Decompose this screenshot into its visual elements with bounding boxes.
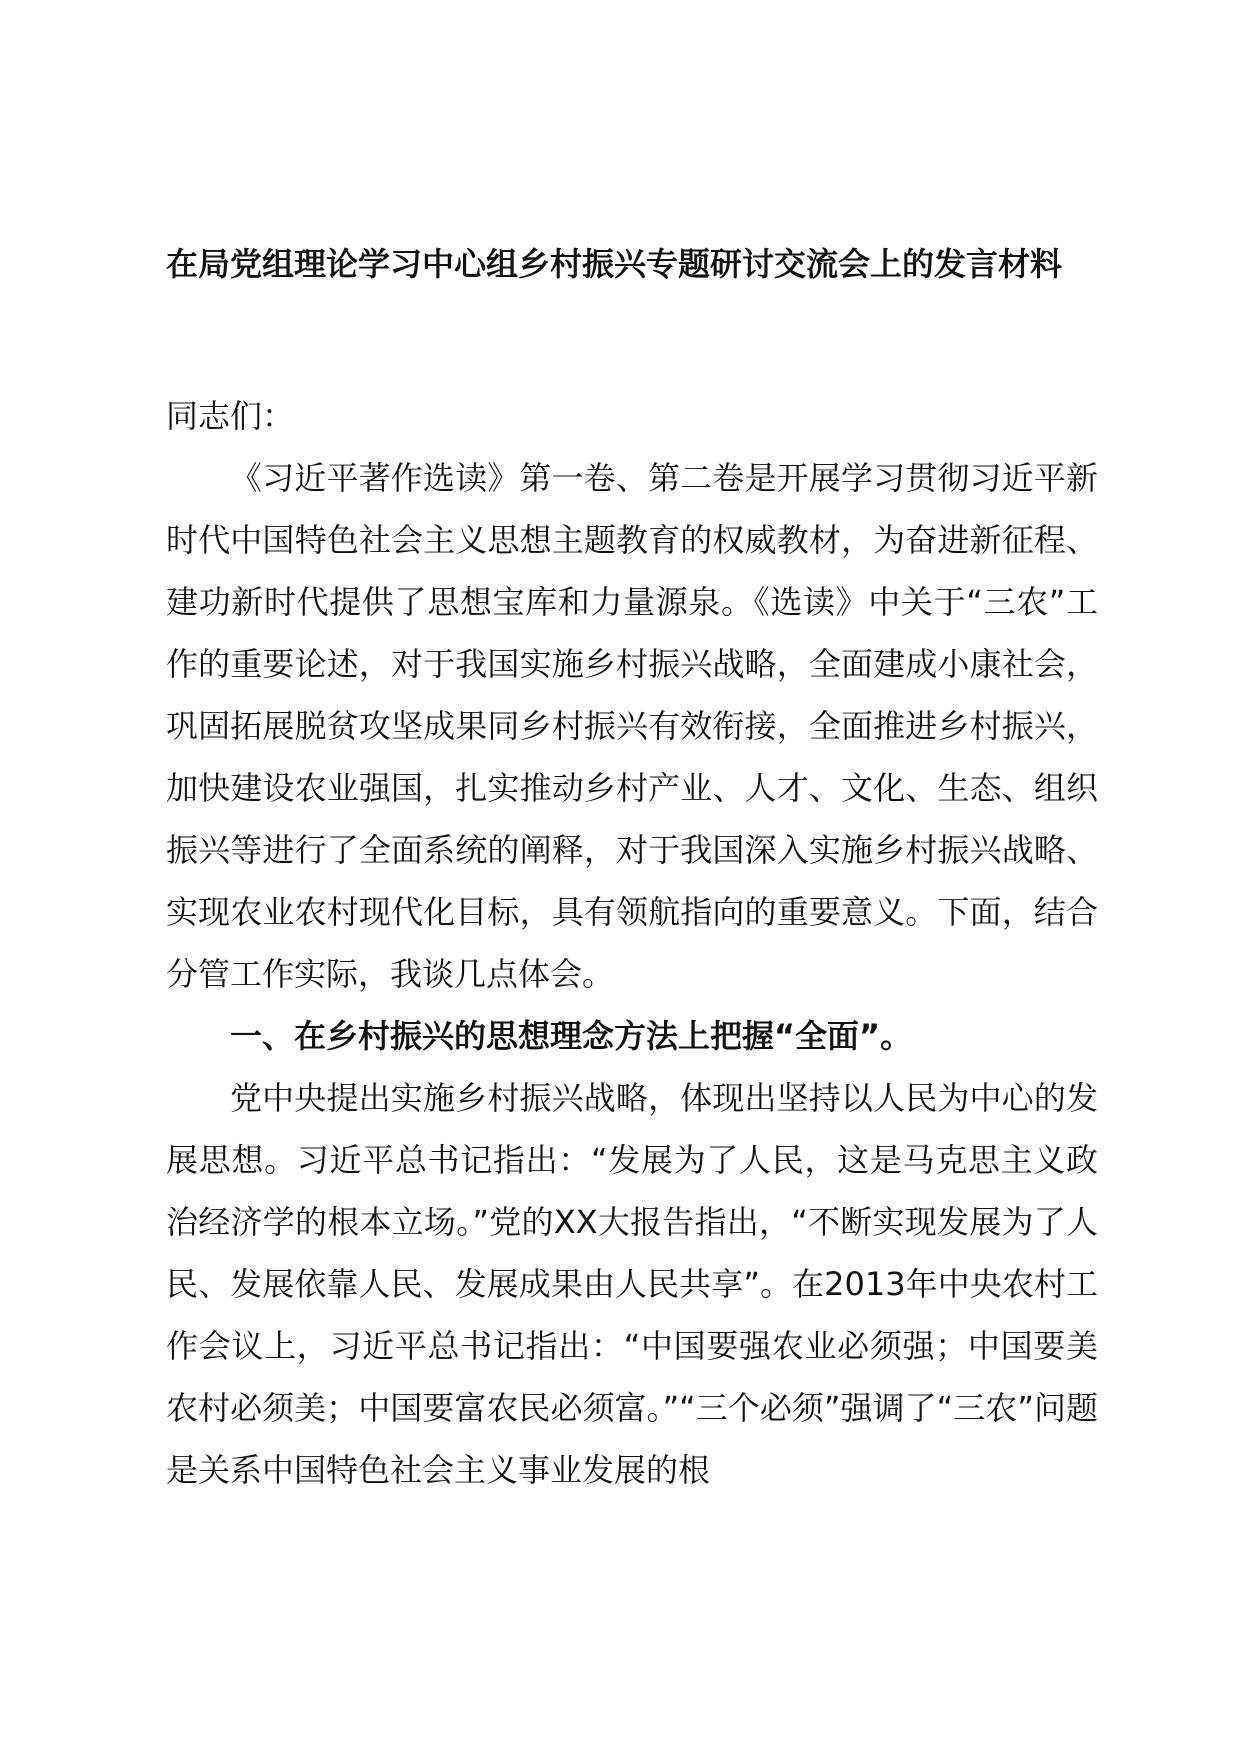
- section-heading-1: 一、在乡村振兴的思想理念方法上把握“全面”。: [230, 1017, 913, 1055]
- document-body: [166, 385, 1098, 1501]
- body-paragraph-1: 《习近平著作选读》第一卷、第二卷是开展学习贯彻习近平新时代中国特色社会主义思想主题教育的权威教材，为奋进新征程、建功新时代提供了思想宝库和力量源泉。《选读》中关于“三农”工作的重要论述，对于我国实施乡村振兴战略，全面建成小康社会，巩固拓展脱贫攻坚成果同乡村振兴有效衔接，全面推进乡村振兴，加快建设农业强国，扎实推动乡村产业、人才、文化、生态、组织振兴等进行了全面系统的阐释，对于我国深入实施乡村振兴战略、实现农业农村现代化目标，具有领航指向的重要意义。下面，结合分管工作实际，我谈几点体会。: [166, 459, 1098, 993]
- body-paragraph-2: 党中央提出实施乡村振兴战略，体现出坚持以人民为中心的发展思想。习近平总书记指出：“发展为了人民，这是马克思主义政治经济学的根本立场。”党的XX大报告指出，“不断实现发展为了人民、发展依靠人民、发展成果由人民共享”。在2013年中央农村工作会议上，习近平总书记指出：“中国要强农业必须强；中国要美农村必须美；中国要富农民必须富。”“三个必须”强调了“三农”问题是关系中国特色社会主义事业发展的根: [166, 1079, 1098, 1489]
- document-title: 在局党组理论学习中心组乡村振兴专题研讨交流会上的发言材料: [166, 245, 1063, 283]
- salutation: 同志们：: [166, 397, 295, 435]
